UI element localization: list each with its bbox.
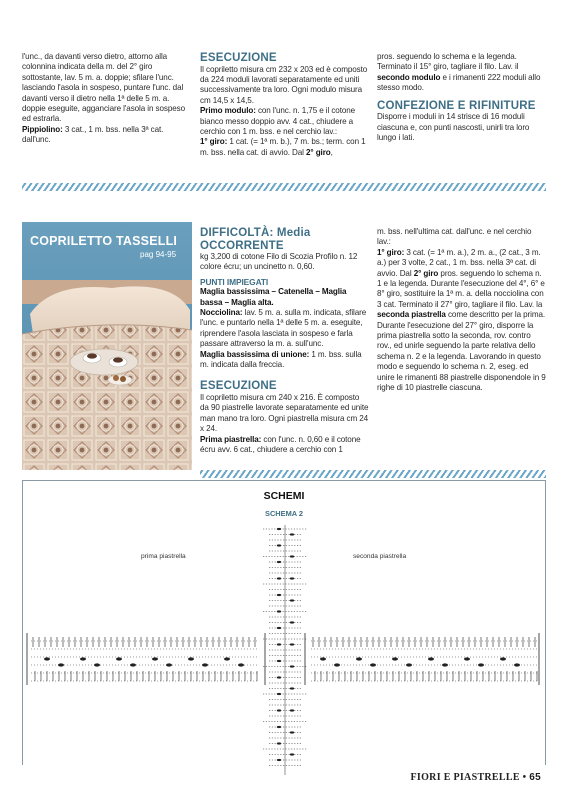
chart-symbol bbox=[290, 753, 294, 755]
chart-symbol bbox=[277, 528, 281, 530]
bottom-column-2 bbox=[377, 227, 547, 394]
chart-symbol bbox=[277, 726, 281, 728]
schemi-title: SCHEMI bbox=[263, 490, 305, 502]
chart-symbol bbox=[406, 663, 412, 666]
chart-symbol bbox=[277, 577, 281, 579]
schemi-box bbox=[22, 480, 546, 765]
text-span: come descritto per la prima. Durante l'esecuzione del 27° giro, disporre la prima piastrella sotto la seconda, rov. contro rov., ed unirle seguendo la parte relativa dello schema n. 2 e la legenda. Lavorando in questo modo e seguendo lo schema n. 2, eseg. ed unire le rimanenti 88 piastrelle disponendole in 9 righe di 10 piastrelle ciascuna. bbox=[377, 310, 546, 393]
chart-symbol bbox=[290, 555, 294, 557]
text-paragraph bbox=[200, 106, 370, 137]
schema-2-label: SCHEMA 2 bbox=[265, 509, 303, 518]
chart-symbol bbox=[478, 663, 484, 666]
chart-symbol bbox=[202, 663, 208, 666]
top-column-3 bbox=[377, 52, 547, 143]
chart-symbol bbox=[152, 657, 158, 660]
term-pippiolino: Pippiolino: bbox=[22, 124, 63, 134]
chart-symbol bbox=[277, 594, 281, 596]
crochet-diagram bbox=[23, 521, 543, 779]
term-seconda-piastrella: seconda piastrella bbox=[377, 310, 446, 320]
term-prima-piastrella: Prima piastrella: bbox=[200, 434, 262, 444]
chart-symbol bbox=[238, 663, 244, 666]
term-2-giro: 2° giro bbox=[413, 268, 439, 278]
section-heading-esecuzione-2: ESECUZIONE bbox=[200, 380, 277, 393]
term-1-giro: 1° giro: bbox=[200, 137, 228, 147]
term-stitches: Maglia bassissima – Catenella – Maglia bassa – Maglia alta. bbox=[200, 287, 347, 307]
text-paragraph bbox=[200, 435, 370, 456]
term-2-giro: 2° giro bbox=[306, 147, 331, 157]
chart-symbol bbox=[277, 693, 281, 695]
chart-symbol bbox=[464, 657, 470, 660]
chart-symbol bbox=[290, 709, 294, 711]
chart-symbol bbox=[356, 657, 362, 660]
text-paragraph: Il copriletto misura cm 232 x 203 ed è composto da 224 moduli lavorati separatamente ed uniti successivamente tra loro. Ogni modulo misura cm 14,5 x 14,5. bbox=[200, 64, 368, 105]
text-paragraph bbox=[377, 248, 547, 394]
chart-symbol bbox=[370, 663, 376, 666]
text-span: con l'unc. n. 1,75 e il cotone bianco messo doppio avv. 4 cat., chiudere a cerchio con 1 m. bss. e nel cerchio lav.: bbox=[200, 106, 356, 136]
text-paragraph bbox=[377, 52, 547, 94]
stitches-heading: PUNTI IMPIEGATI bbox=[200, 276, 269, 287]
term-1-giro: 1° giro: bbox=[377, 247, 405, 257]
text-span: 3 cat. (= 1ª m. a.), 2 m. a., (2 cat., 3 m. a.) per 3 volte, 2 cat., 1 m. bss. nella 3ª cat. di avvio. Dal bbox=[377, 247, 541, 278]
chart-symbol bbox=[290, 533, 294, 535]
text-paragraph: m. bss. nell'ultima cat. dall'unc. e nel cerchio lav.: bbox=[377, 227, 532, 247]
text-paragraph bbox=[22, 125, 192, 146]
text-paragraph bbox=[200, 287, 370, 308]
chart-symbol bbox=[290, 731, 294, 733]
chart-symbol bbox=[277, 676, 281, 678]
chart-symbol bbox=[277, 742, 281, 744]
footer-section: FIORI E PIASTRELLE bbox=[410, 772, 520, 783]
term-primo-modulo: Primo modulo: bbox=[200, 106, 256, 116]
difficulty-heading: DIFFICOLTÀ: Media bbox=[200, 227, 311, 239]
chart-symbol bbox=[290, 665, 294, 667]
chart-symbol bbox=[290, 599, 294, 601]
chart-symbol bbox=[290, 643, 294, 645]
chart-symbol bbox=[514, 663, 520, 666]
chart-symbol bbox=[277, 660, 281, 662]
label-first-tile: prima piastrella bbox=[141, 553, 186, 560]
photo-title: COPRILETTO TASSELLI bbox=[30, 234, 178, 248]
footer-separator: • bbox=[522, 772, 527, 783]
term-secondo-modulo: secondo modulo bbox=[377, 72, 441, 82]
text-paragraph bbox=[200, 308, 370, 350]
product-photo bbox=[22, 222, 192, 470]
section-heading-esecuzione: ESECUZIONE bbox=[200, 52, 277, 64]
text-paragraph: Il copriletto misura cm 240 x 216. È composto da 90 piastrelle lavorate separatamente ed unite man mano tra loro. Ogni piastrella misura cm 24 x 24. bbox=[200, 392, 369, 434]
chart-symbol bbox=[224, 657, 230, 660]
chart-symbol bbox=[277, 643, 281, 645]
chart-symbol bbox=[44, 657, 50, 660]
chart-symbol bbox=[277, 759, 281, 761]
chart-symbol bbox=[500, 657, 506, 660]
text-span: con l'unc. n. 0,60 e il cotone écru avv. 6 cat., chiudere a cerchio con 1 bbox=[200, 434, 361, 454]
text-paragraph: kg 3,200 di cotone Filo di Scozia Profilo n. 12 colore écru; un uncinetto n. 0,60. bbox=[200, 252, 358, 272]
chart-symbol bbox=[442, 663, 448, 666]
label-second-tile: seconda piastrella bbox=[353, 553, 407, 560]
chart-symbol bbox=[58, 663, 64, 666]
hatched-divider bbox=[22, 183, 546, 191]
text-span: 1 cat. (= 1ª m. b.), 7 m. bs.; term. con 1 m. bss. nella cat. di avvio. Dal bbox=[200, 137, 366, 157]
chart-symbol bbox=[392, 657, 398, 660]
bedspread-photo-illustration bbox=[22, 222, 192, 470]
section-heading-confezione: CONFEZIONE E RIFINITURE bbox=[377, 99, 536, 112]
chart-symbol bbox=[290, 577, 294, 579]
text-paragraph: l'unc., da davanti verso dietro, attorno alla colonnina indicata della m. del 2° giro sottostante, lav. 5 m. a. doppie; sfilare l'unc. lasciando l'asola in sospeso, puntare l'unc. dal davanti verso il dietro nella 1ª delle 5 m. a. doppie eseguite, agganciare l'asola in sospeso ed estrarla. bbox=[22, 52, 185, 124]
chart-symbol bbox=[277, 544, 281, 546]
chart-symbol bbox=[116, 657, 122, 660]
term-nocciolina: Nocciolina: bbox=[200, 308, 243, 318]
page-footer bbox=[411, 772, 542, 783]
chart-symbol bbox=[334, 663, 340, 666]
chart-symbol bbox=[188, 657, 194, 660]
text-span: e i rimanenti 222 moduli allo stesso modo. bbox=[377, 72, 541, 93]
text-span: 3 cat., 1 m. bss. nella 3ª cat. dall'unc. bbox=[22, 124, 164, 145]
top-column-2 bbox=[200, 52, 370, 158]
top-column-1 bbox=[22, 52, 192, 146]
page-number: 65 bbox=[529, 772, 541, 783]
chart-symbol bbox=[290, 621, 294, 623]
text-span: pros. seguendo lo schema e la legenda. Terminato il 15° giro, tagliare il filo. Lav. il bbox=[377, 52, 519, 72]
text-paragraph: Disporre i moduli in 14 strisce di 16 moduli ciascuna e, con punti nascosti, unirli tra loro lungo i lati. bbox=[377, 112, 530, 142]
chart-symbol bbox=[428, 657, 434, 660]
materials-heading: OCCORRENTE bbox=[200, 239, 284, 252]
chart-symbol bbox=[277, 561, 281, 563]
chart-symbol bbox=[320, 657, 326, 660]
text-span: pros. seguendo lo schema n. 1 e la legenda. Durante l'esecuzione del 4°, 6° e 8° giro, sostituire la 1ª m. a. della nocciolina con 3 cat. Terminato il 27° giro, tagliare il filo. Lav. la bbox=[377, 268, 545, 309]
text-span: 1 m. bss. sulla m. indicata dalla freccia. bbox=[200, 349, 362, 370]
chart-symbol bbox=[94, 663, 100, 666]
bottom-column-1 bbox=[200, 227, 370, 455]
chart-symbol bbox=[166, 663, 172, 666]
chart-symbol bbox=[80, 657, 86, 660]
chart-symbol bbox=[277, 709, 281, 711]
text-paragraph bbox=[200, 137, 370, 158]
chart-symbol bbox=[277, 610, 281, 612]
text-span: , bbox=[330, 147, 333, 157]
text-paragraph bbox=[200, 350, 370, 371]
hatched-divider bbox=[200, 470, 546, 478]
text-span: lav. 5 m. a. sulla m. indicata, sfilare l'unc. e puntarlo nella 1ª delle 5 m. a. eseguite, riprendere l'asola lasciata in sospeso e farla passare attraverso la m. a. sull'unc. bbox=[200, 308, 367, 349]
photo-page-ref: pag 94-95 bbox=[140, 250, 177, 259]
chart-symbol bbox=[290, 687, 294, 689]
term-maglia-unione: Maglia bassissima di unione: bbox=[200, 349, 310, 359]
chart-symbol bbox=[277, 627, 281, 629]
chart-symbol bbox=[130, 663, 136, 666]
